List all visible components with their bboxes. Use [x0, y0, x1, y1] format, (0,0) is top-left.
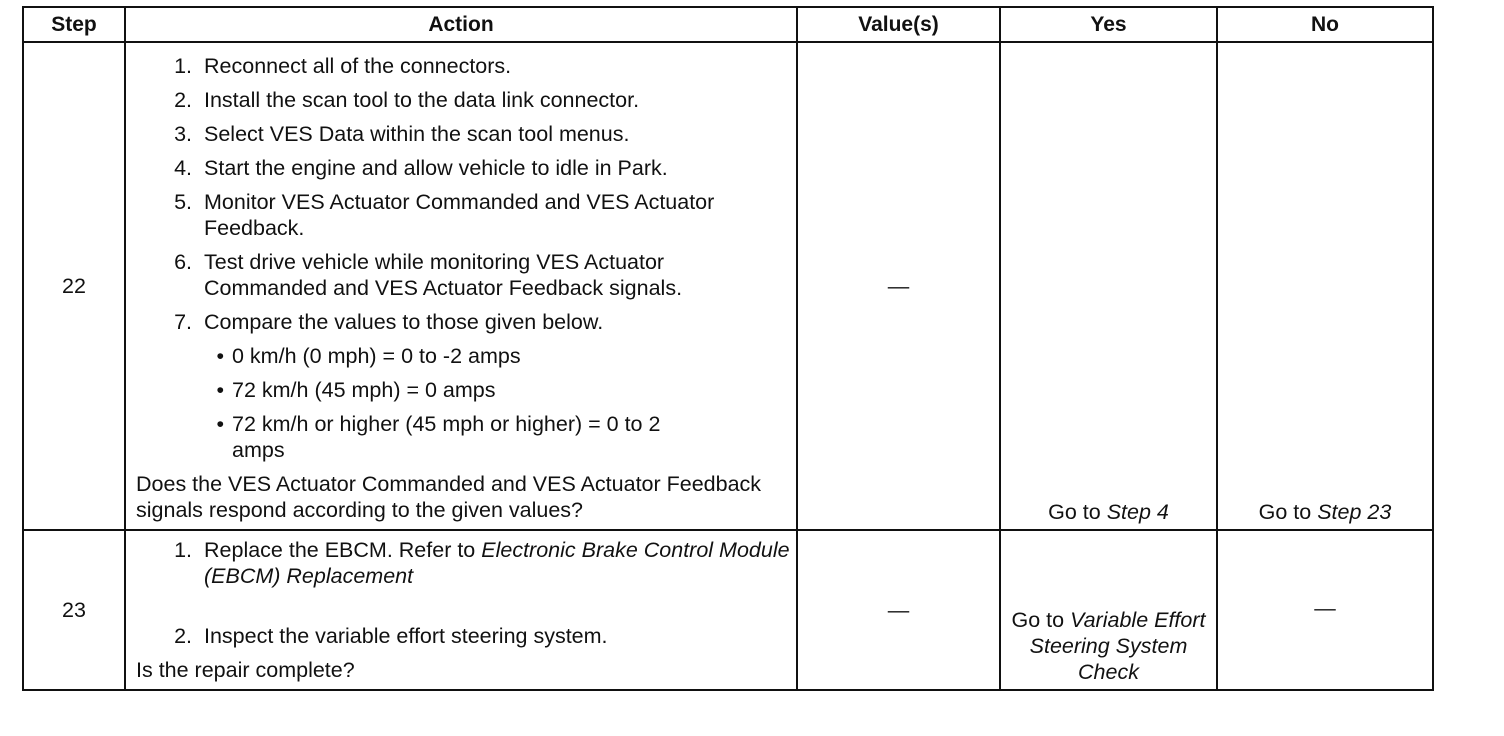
table-row-step-22 — [23, 42, 1433, 530]
header-values: Value(s) — [797, 7, 1000, 42]
header-step: Step — [23, 7, 125, 42]
action-item-4 — [136, 155, 790, 181]
action-question: Is the repair complete? — [136, 658, 355, 682]
action-item-text — [204, 537, 790, 589]
action-question: Does the VES Actuator Commanded and VES Actuator Feedback signals respond according to the given values? — [136, 472, 762, 522]
no-prefix: Go to — [1258, 500, 1312, 524]
action-item-2 — [136, 623, 790, 649]
step-number: 22 — [23, 42, 125, 530]
action-item-number: 1. — [174, 538, 192, 562]
action-item-number: 4. — [174, 156, 192, 180]
bullet-icon: • — [216, 378, 224, 402]
header-row — [23, 7, 1433, 42]
action-item-number: 5. — [174, 190, 192, 214]
action-item-text: Inspect the variable effort steering system. — [204, 624, 608, 648]
action-item-text-prefix: Replace the EBCM. Refer to — [204, 538, 476, 562]
no-dash: — — [1314, 596, 1336, 620]
action-cell — [125, 42, 797, 530]
header-no: No — [1217, 7, 1433, 42]
action-item-text: Start the engine and allow vehicle to idle in Park. — [204, 156, 668, 180]
value-dash: — — [887, 274, 910, 298]
action-item-text: Select VES Data within the scan tool menus. — [204, 122, 630, 146]
action-cell — [125, 530, 797, 690]
yes-prefix: Go to — [1048, 500, 1101, 524]
action-item-3 — [136, 121, 790, 147]
header-action: Action — [125, 7, 797, 42]
value-cell — [797, 530, 1000, 690]
no-cell — [1217, 530, 1433, 690]
table-row-step-23 — [23, 530, 1433, 690]
action-item-number: 3. — [174, 122, 192, 146]
action-item-7 — [136, 309, 790, 335]
action-item-number: 7. — [174, 310, 192, 334]
bullet-item-2 — [136, 377, 790, 403]
ebcm-replacement-reference[interactable]: Electronic Brake Control Module (EBCM) Replacement — [204, 538, 790, 588]
yes-prefix: Go to — [1011, 608, 1065, 632]
bullet-text: 72 km/h (45 mph) = 0 amps — [232, 378, 496, 402]
value-cell — [797, 42, 1000, 530]
action-item-number: 6. — [174, 250, 192, 274]
action-item-5 — [136, 189, 790, 241]
diagnostic-procedure-table — [22, 6, 1434, 691]
action-item-number: 1. — [174, 54, 192, 78]
action-item-1 — [136, 53, 790, 79]
yes-step-link[interactable]: Step 4 — [1106, 500, 1169, 524]
yes-cell — [1000, 530, 1217, 690]
action-item-text: Reconnect all of the connectors. — [204, 54, 512, 78]
action-item-text: Monitor VES Actuator Commanded and VES Actuator Feedback. — [204, 190, 715, 240]
no-step-link[interactable]: Step 23 — [1317, 500, 1392, 524]
action-item-number: 2. — [174, 88, 192, 112]
action-item-number: 2. — [174, 624, 192, 648]
action-item-text: Install the scan tool to the data link connector. — [204, 88, 640, 112]
bullet-text: 72 km/h or higher (45 mph or higher) = 0 to 2 amps — [232, 412, 661, 462]
action-item-6 — [136, 249, 790, 301]
yes-cell — [1000, 42, 1217, 530]
action-item-1 — [136, 537, 790, 589]
header-yes: Yes — [1000, 7, 1217, 42]
bullet-icon: • — [216, 344, 224, 368]
bullet-item-3 — [136, 411, 790, 463]
value-dash: — — [887, 598, 910, 622]
action-item-text: Compare the values to those given below. — [204, 310, 604, 334]
yes-system-check-link[interactable]: Variable Effort Steering System Check — [1029, 608, 1206, 684]
bullet-icon: • — [216, 412, 224, 436]
no-cell — [1217, 42, 1433, 530]
action-item-text: Test drive vehicle while monitoring VES Actuator Commanded and VES Actuator Feedback signals. — [204, 250, 683, 300]
action-item-2 — [136, 87, 790, 113]
bullet-text: 0 km/h (0 mph) = 0 to -2 amps — [232, 344, 521, 368]
bullet-item-1 — [136, 343, 790, 369]
step-number: 23 — [23, 530, 125, 690]
